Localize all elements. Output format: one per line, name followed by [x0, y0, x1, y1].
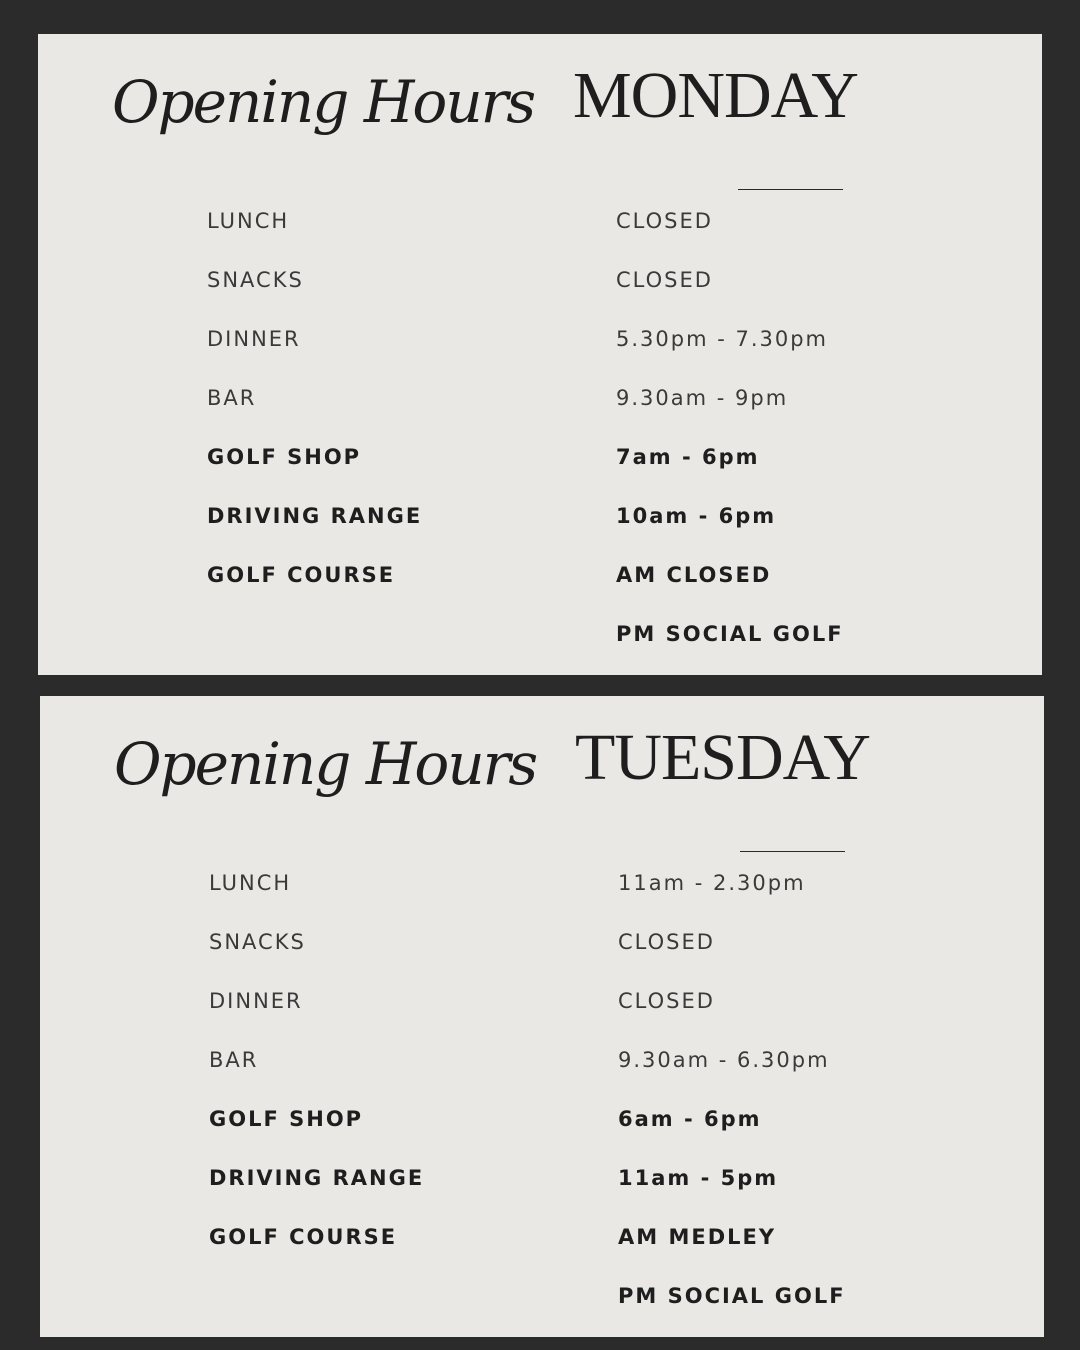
row-value: 10am - 6pm	[616, 504, 777, 528]
row-label: BAR	[207, 386, 257, 410]
row-label: BAR	[209, 1048, 259, 1072]
day-title-tuesday: TUESDAY	[575, 721, 870, 794]
row-label: DINNER	[207, 327, 301, 351]
row-label: GOLF COURSE	[209, 1225, 398, 1249]
opening-hours-script-title: Opening Hours	[112, 68, 535, 136]
opening-hours-script-title: Opening Hours	[114, 730, 537, 798]
row-label: SNACKS	[207, 268, 304, 292]
row-value: CLOSED	[618, 989, 715, 1013]
hours-row	[38, 560, 1042, 590]
row-label: GOLF SHOP	[207, 445, 362, 469]
monday-hours-card	[38, 34, 1042, 675]
hours-row	[38, 206, 1042, 236]
row-value: 9.30am - 6.30pm	[618, 1048, 830, 1072]
row-label: SNACKS	[209, 930, 306, 954]
row-label: GOLF SHOP	[209, 1107, 364, 1131]
row-value: PM SOCIAL GOLF	[618, 1284, 846, 1308]
hours-row	[40, 1163, 1044, 1193]
row-value: AM MEDLEY	[618, 1225, 777, 1249]
row-value: 11am - 2.30pm	[618, 871, 806, 895]
row-value: CLOSED	[618, 930, 715, 954]
hours-row	[38, 442, 1042, 472]
hours-list	[40, 696, 1044, 1337]
hours-row	[40, 868, 1044, 898]
hours-row	[40, 1222, 1044, 1252]
hours-row	[40, 986, 1044, 1016]
hours-row	[40, 1045, 1044, 1075]
hours-row	[40, 1104, 1044, 1134]
tuesday-hours-card	[40, 696, 1044, 1337]
row-label: DINNER	[209, 989, 303, 1013]
row-label: LUNCH	[207, 209, 290, 233]
hours-row	[38, 324, 1042, 354]
hours-row	[40, 927, 1044, 957]
hours-row	[40, 1281, 1044, 1311]
row-value: CLOSED	[616, 268, 713, 292]
row-value: 5.30pm - 7.30pm	[616, 327, 829, 351]
row-value: 11am - 5pm	[618, 1166, 779, 1190]
row-value: AM CLOSED	[616, 563, 772, 587]
day-title-monday: MONDAY	[573, 59, 858, 132]
row-value: PM SOCIAL GOLF	[616, 622, 844, 646]
hours-row	[38, 501, 1042, 531]
row-value: 6am - 6pm	[618, 1107, 762, 1131]
row-label: DRIVING RANGE	[207, 504, 423, 528]
hours-row	[38, 619, 1042, 649]
row-label: DRIVING RANGE	[209, 1166, 425, 1190]
row-value: CLOSED	[616, 209, 713, 233]
row-label: LUNCH	[209, 871, 292, 895]
row-label: GOLF COURSE	[207, 563, 396, 587]
row-value: 9.30am - 9pm	[616, 386, 789, 410]
row-value: 7am - 6pm	[616, 445, 760, 469]
hours-row	[38, 383, 1042, 413]
hours-row	[38, 265, 1042, 295]
hours-list	[38, 34, 1042, 675]
